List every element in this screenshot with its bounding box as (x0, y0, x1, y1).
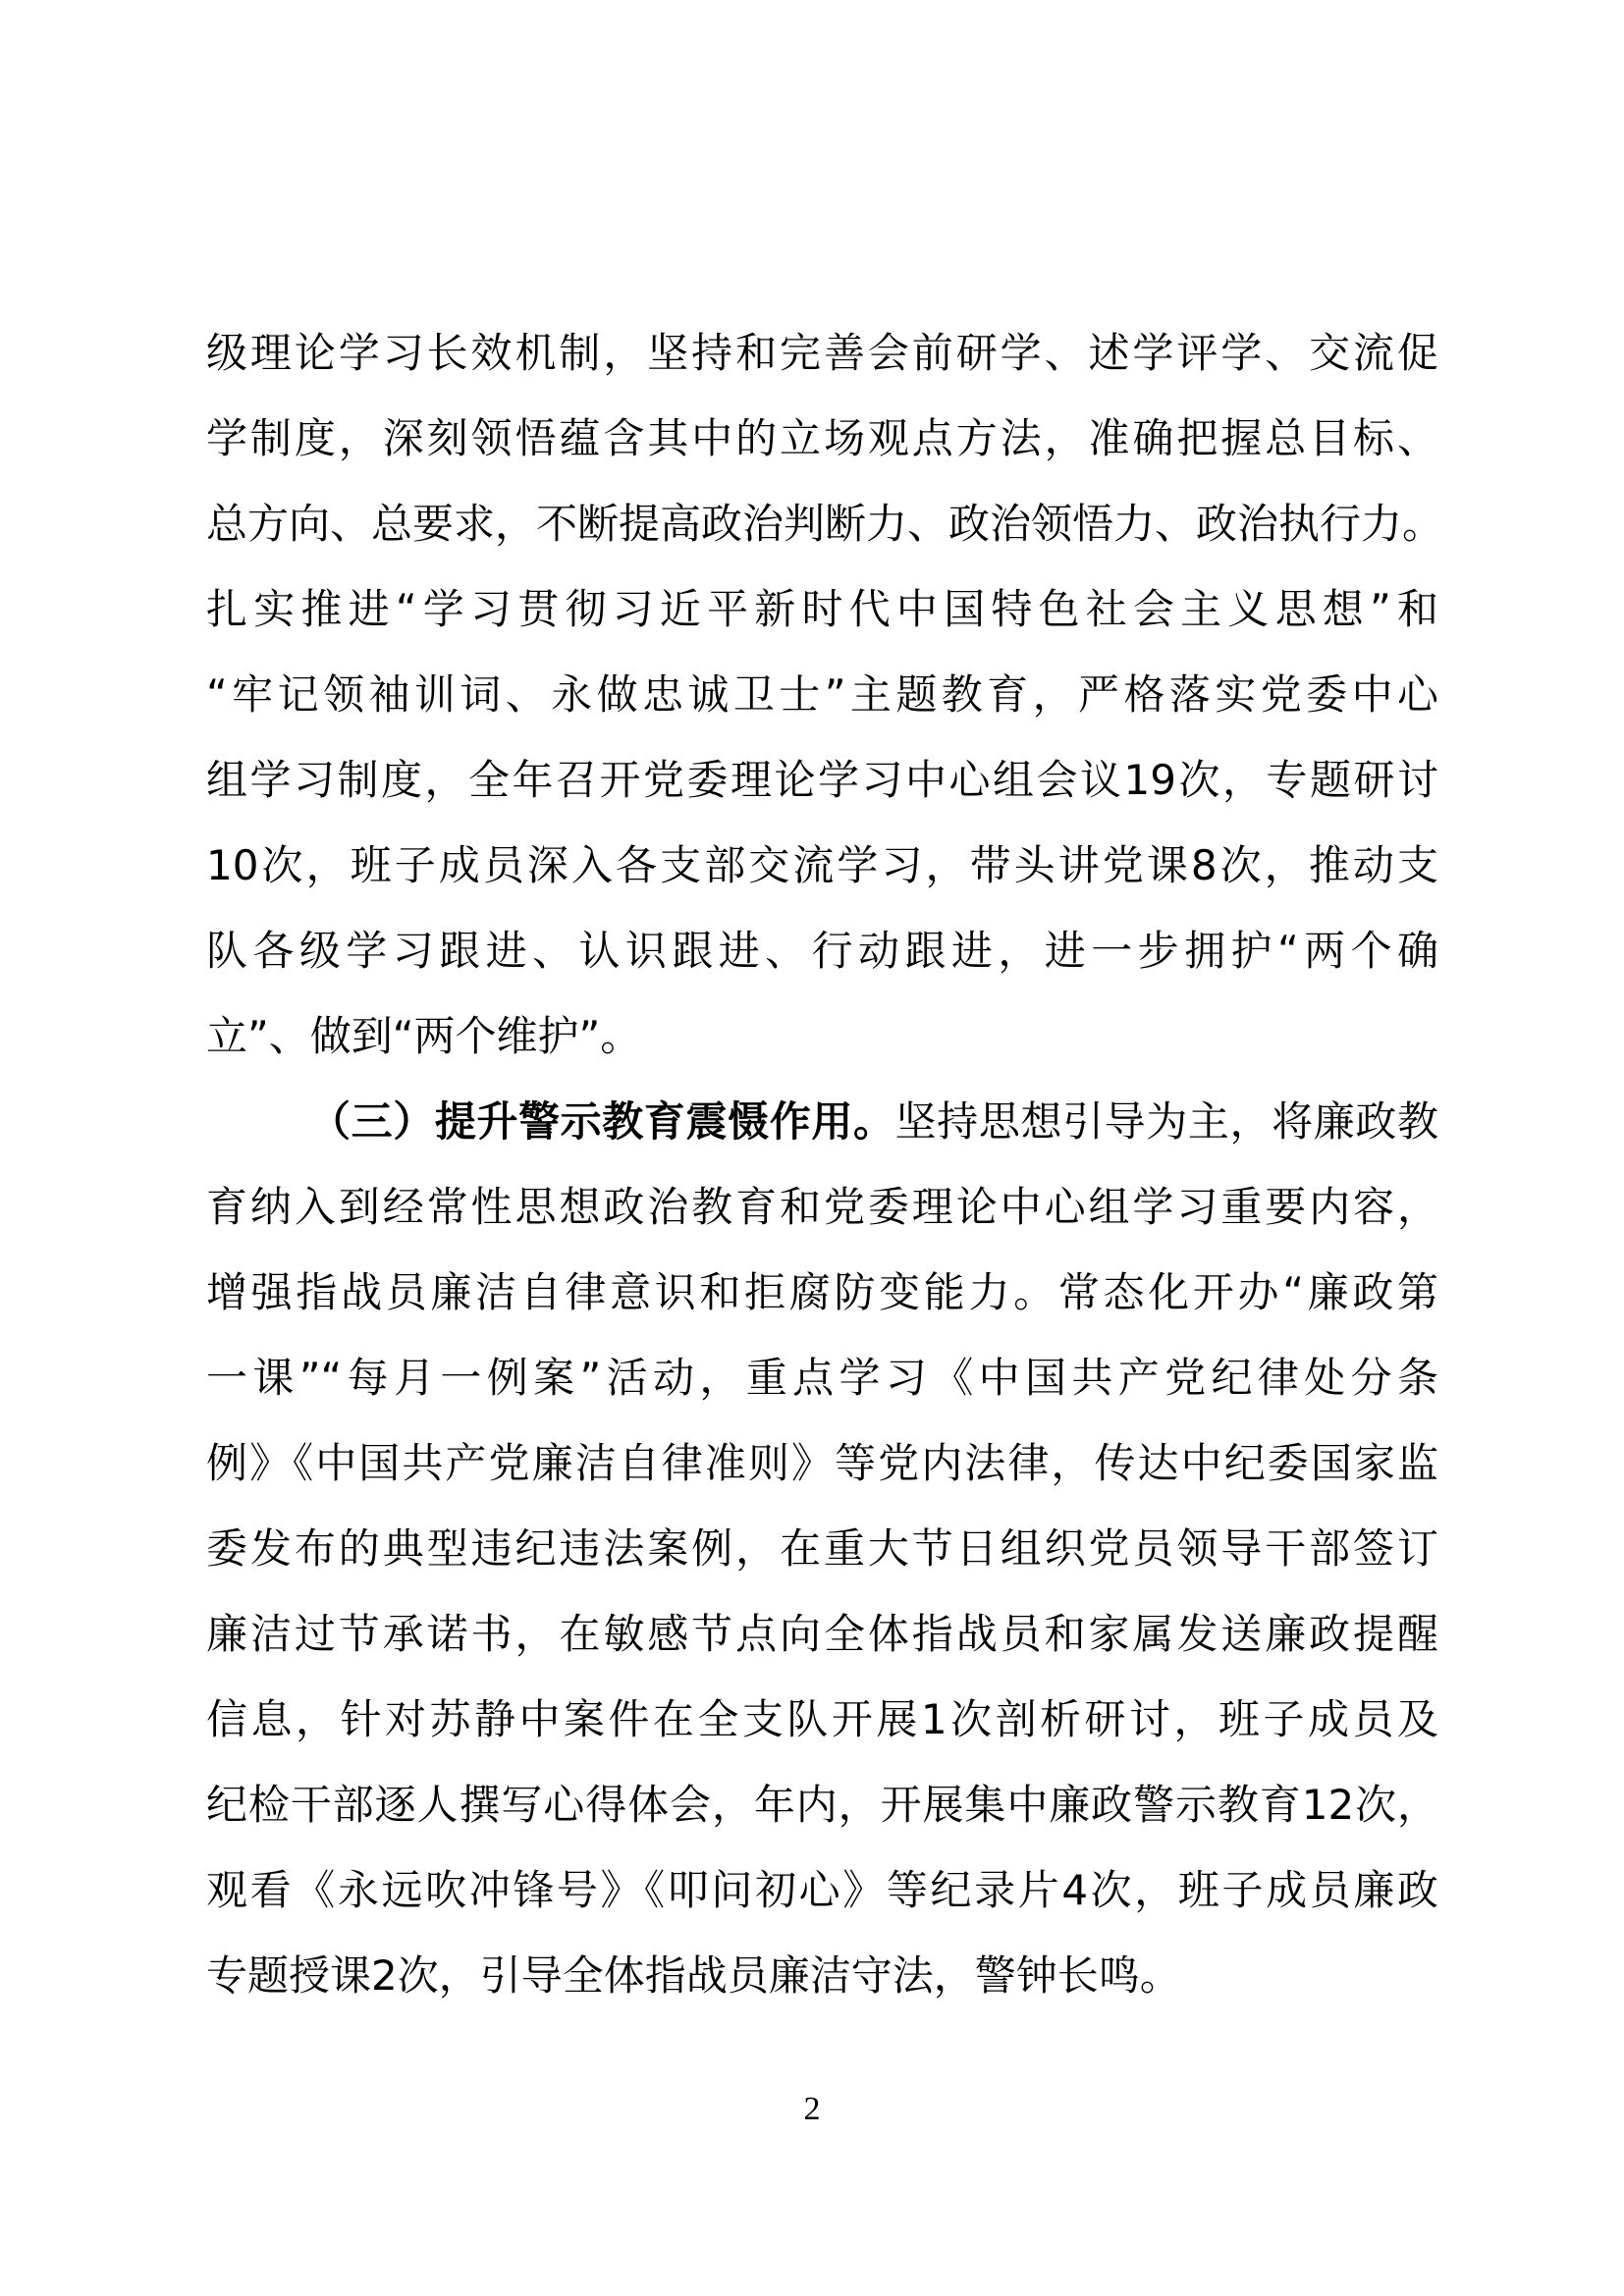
text-line: “牢记领袖训词、永做忠诚卫士”主题教育，严格落实党委中心 (206, 670, 1438, 719)
text-line: 委发布的典型违纪违法案例，在重大节日组织党员领导干部签订 (206, 1524, 1438, 1573)
text-line: 组学习制度，全年召开党委理论学习中心组会议19次，专题研讨 (206, 756, 1438, 804)
text-line: 增强指战员廉洁自律意识和拒腐防变能力。常态化开办“廉政第 (206, 1268, 1438, 1316)
text-line: 专题授课2次，引导全体指战员廉洁守法，警钟长鸣。 (206, 1951, 1181, 2000)
text-line: 扎实推进“学习贯彻习近平新时代中国特色社会主义思想”和 (206, 585, 1438, 633)
text-line: 例》《中国共产党廉洁自律准则》等党内法律，传达中纪委国家监 (206, 1439, 1438, 1487)
text-line: 廉洁过节承诺书，在敏感节点向全体指战员和家属发送廉政提醒 (206, 1610, 1438, 1658)
text-line: 观看《永远吹冲锋号》《叩问初心》等纪录片4次，班子成员廉政 (206, 1866, 1438, 1914)
text-span: 坚持思想引导为主，将廉政教 (894, 1097, 1438, 1146)
page-number: 2 (803, 2091, 821, 2127)
text-line: 级理论学习长效机制，坚持和完善会前研学、述学评学、交流促 (206, 329, 1438, 377)
text-line: 一课”“每月一例案”活动，重点学习《中国共产党纪律处分条 (206, 1354, 1438, 1402)
section-heading-line (309, 1093, 1438, 1151)
text-line: 总方向、总要求，不断提高政治判断力、政治领悟力、政治执行力。 (206, 500, 1444, 548)
text-line: 信息，针对苏静中案件在全支队开展1次剖析研讨，班子成员及 (206, 1695, 1438, 1743)
text-line: 育纳入到经常性思想政治教育和党委理论中心组学习重要内容， (206, 1183, 1438, 1231)
text-line: 立”、做到“两个维护”。 (206, 1012, 642, 1060)
section-heading: （三）提升警示教育震慑作用。 (309, 1097, 895, 1146)
text-line: 学制度，深刻领悟蕴含其中的立场观点方法，准确把握总目标、 (206, 414, 1438, 462)
text-line: 纪检干部逐人撰写心得体会，年内，开展集中廉政警示教育12次， (206, 1781, 1438, 1829)
text-line: 队各级学习跟进、认识跟进、行动跟进，进一步拥护“两个确 (206, 927, 1438, 975)
text-line: 10次，班子成员深入各支部交流学习，带头讲党课8次，推动支 (206, 841, 1438, 889)
